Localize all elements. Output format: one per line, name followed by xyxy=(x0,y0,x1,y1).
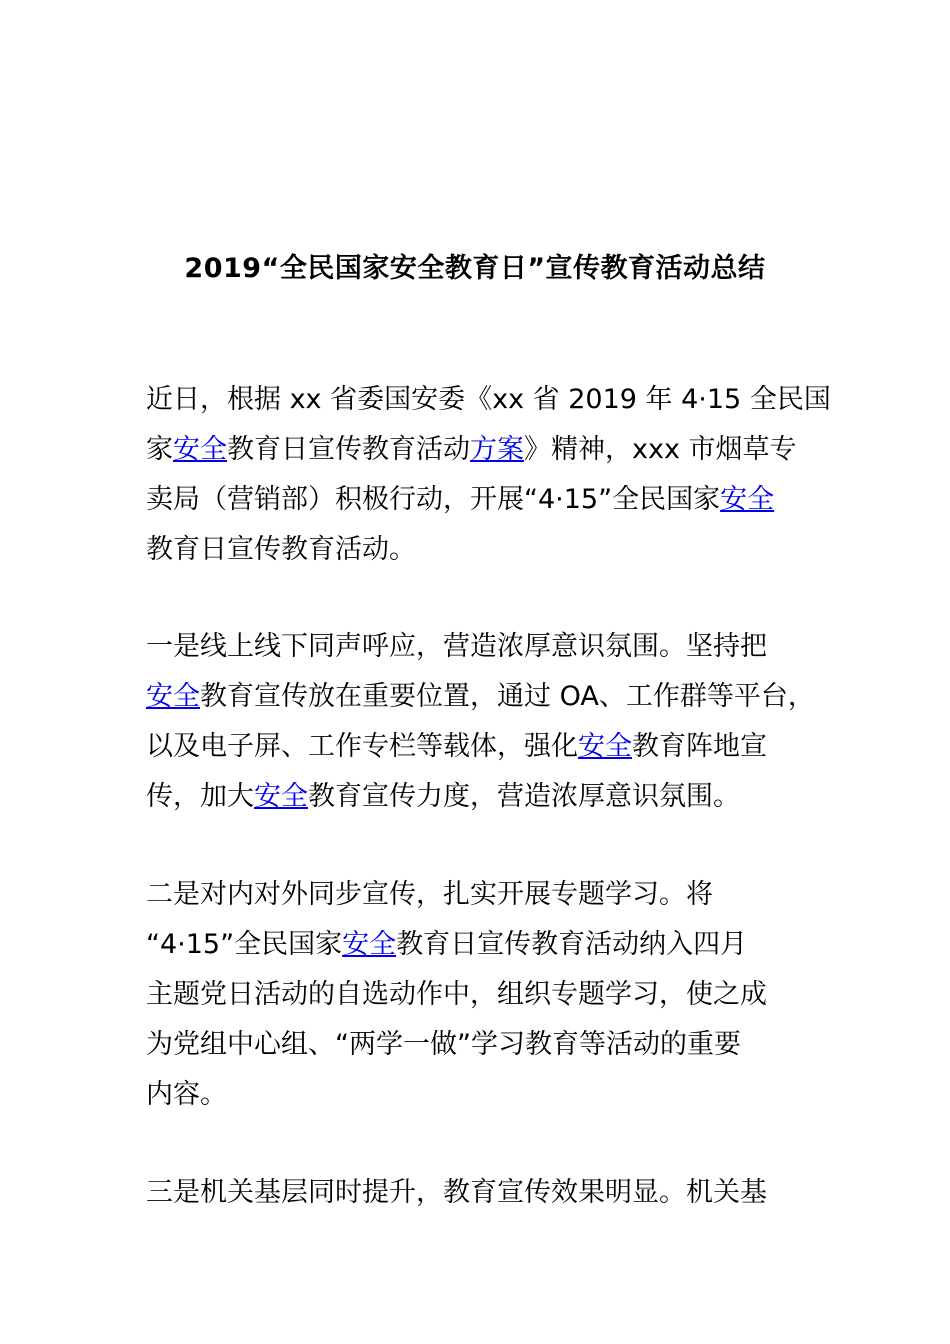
text-line xyxy=(146,920,826,970)
keyword-link[interactable]: 安全 xyxy=(173,434,227,465)
text-segment: 教育日宣传教育活动 xyxy=(227,434,470,465)
text-line xyxy=(146,475,826,525)
keyword-link[interactable]: 安全 xyxy=(720,484,775,515)
text-segment: 近日，根据 xx 省委国安委《xx 省 2019 年 4·15 全民国 xyxy=(146,384,831,415)
keyword-link[interactable]: 安全 xyxy=(578,731,632,762)
text-segment: 教育阵地宣 xyxy=(632,731,767,762)
text-segment: 家 xyxy=(146,434,173,465)
text-segment: 》精神，xxx 市烟草专 xyxy=(524,434,797,465)
paragraph-point-three xyxy=(146,1168,826,1218)
text-line xyxy=(146,772,826,822)
text-line xyxy=(146,722,826,772)
keyword-link[interactable]: 安全 xyxy=(146,681,200,712)
text-segment: 教育宣传力度，营造浓厚意识氛围。 xyxy=(308,781,740,812)
text-segment: 教育宣传放在重要位置，通过 OA、工作群等平台， xyxy=(200,681,815,712)
text-line xyxy=(146,1020,826,1070)
text-line xyxy=(146,525,826,575)
document-title: 2019“全民国家安全教育日”宣传教育活动总结 xyxy=(184,253,766,285)
text-segment: 卖局（营销部）积极行动，开展“4·15”全民国家 xyxy=(146,484,721,515)
text-line xyxy=(146,622,826,672)
text-line xyxy=(146,672,826,722)
text-line xyxy=(146,970,826,1020)
text-segment: 内容。 xyxy=(146,1079,227,1110)
keyword-link[interactable]: 安全 xyxy=(254,781,308,812)
text-segment: 二是对内对外同步宣传，扎实开展专题学习。将 xyxy=(146,879,713,910)
text-line xyxy=(146,870,826,920)
text-segment: 为党组中心组、“两学一做”学习教育等活动的重要 xyxy=(146,1029,741,1060)
keyword-link[interactable]: 方案 xyxy=(470,434,524,465)
paragraph-intro xyxy=(146,375,831,575)
text-line xyxy=(146,1070,826,1120)
text-segment: 以及电子屏、工作专栏等载体，强化 xyxy=(146,731,578,762)
keyword-link[interactable]: 安全 xyxy=(342,929,397,960)
text-segment: 传，加大 xyxy=(146,781,254,812)
paragraph-point-one xyxy=(146,622,826,822)
text-line xyxy=(146,425,826,475)
text-segment: 教育日宣传教育活动纳入四月 xyxy=(396,929,748,960)
text-segment: “4·15”全民国家 xyxy=(146,929,343,960)
text-segment: 三是机关基层同时提升，教育宣传效果明显。机关基 xyxy=(146,1177,767,1208)
text-line xyxy=(146,1168,826,1218)
text-segment: 主题党日活动的自选动作中，组织专题学习，使之成 xyxy=(146,979,767,1010)
text-segment: 教育日宣传教育活动。 xyxy=(146,534,416,565)
text-line xyxy=(146,375,831,425)
text-segment: 一是线上线下同声呼应，营造浓厚意识氛围。坚持把 xyxy=(146,631,767,662)
paragraph-point-two xyxy=(146,870,826,1120)
